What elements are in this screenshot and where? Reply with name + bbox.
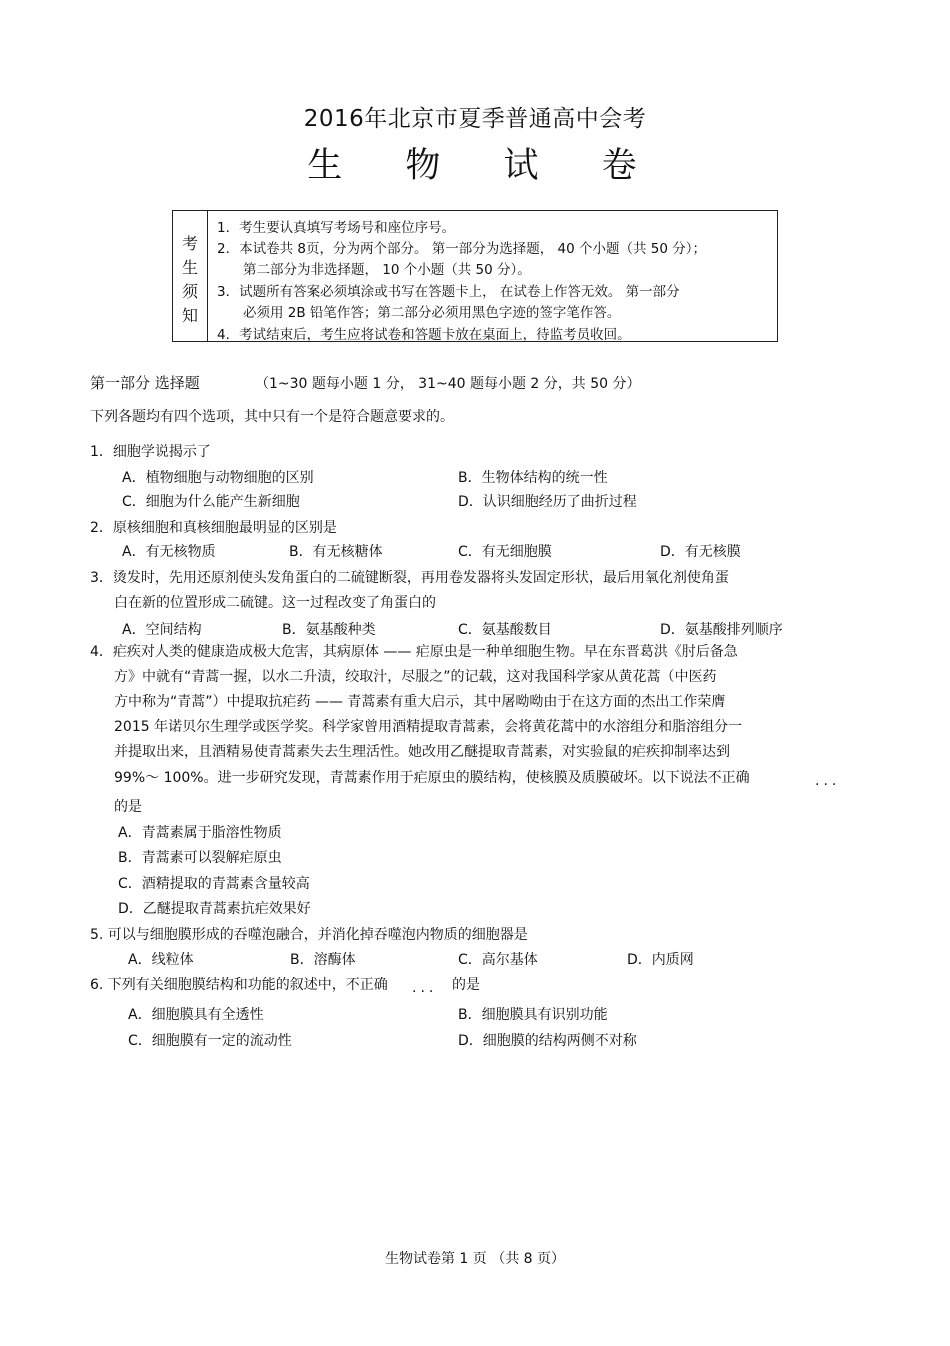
option-b: B．生物体结构的统一性 [458,470,608,486]
notice-line: 第二部分为非选择题， 10 个小题（共 50 分）。 [243,262,531,278]
notice-label-char: 生 [181,258,198,277]
option-d: D．乙醚提取青蒿素抗疟效果好 [118,901,311,917]
notice-label-char: 须 [181,282,198,301]
option-c: C．酒精提取的青蒿素含量较高 [118,876,310,892]
option-c: C．有无细胞膜 [458,544,552,560]
emphasis-dots: ... [815,773,841,789]
notice-line: 必须用 2B 铅笔作答；第二部分必须用黑色字迹的签字笔作答。 [243,305,621,321]
question-stem: 6. 下列有关细胞膜结构和功能的叙述中，不正确 [90,977,388,993]
exam-title: 2016年北京市夏季普通高中会考 [303,106,647,132]
exam-subject-title: 生 物 试 卷 [307,146,663,186]
option-c: C．高尔基体 [458,952,538,968]
emphasis-dots: ... [412,980,438,996]
question-stem-continued: 方中称为“青蒿”）中提取抗疟药 —— 青蒿素有重大启示，其中屠呦呦由于在这方面的杰出工作荣膺 [114,694,726,710]
option-c: C．细胞膜有一定的流动性 [128,1033,292,1049]
option-b: B．有无核糖体 [289,544,383,560]
option-d: D．细胞膜的结构两侧不对称 [458,1033,637,1049]
question-stem: 4．疟疾对人类的健康造成极大危害，其病原体 —— 疟原虫是一种单细胞生物。早在东晋葛洪《肘后备急 [90,644,738,660]
option-b: B．溶酶体 [290,952,356,968]
option-a: A．青蒿素属于脂溶性物质 [118,825,282,841]
question-stem: 5. 可以与细胞膜形成的吞噬泡融合，并消化掉吞噬泡内物质的细胞器是 [90,927,528,943]
notice-line: 1．考生要认真填写考场号和座位序号。 [217,220,456,236]
option-b: B．青蒿素可以裂解疟原虫 [118,850,282,866]
question-stem-continued: 2015 年诺贝尔生理学或医学奖。科学家曾用酒精提取青蒿素，会将黄花蒿中的水溶组分和脂溶组分一 [114,719,743,735]
question-stem-continued: 并提取出来，且酒精易使青蒿素失去生理活性。她改用乙醚提取青蒿素，对实验鼠的疟疾抑制率达到 [114,744,730,760]
option-b: B．氨基酸种类 [282,622,376,638]
notice-line: 3．试题所有答案必须填涂或书写在答题卡上， 在试卷上作答无效。 第一部分 [217,284,680,300]
question-stem: 2．原核细胞和真核细胞最明显的区别是 [90,520,337,536]
notice-label [173,211,208,341]
notice-label-char: 考 [181,234,198,253]
question-stem: 1．细胞学说揭示了 [90,444,211,460]
option-a: A．细胞膜具有全透性 [128,1007,264,1023]
question-stem-continued: 白在新的位置形成二硫键。这一过程改变了角蛋白的 [114,595,436,611]
option-d: D．氨基酸排列顺序 [660,622,783,638]
option-a: A．植物细胞与动物细胞的区别 [122,470,314,486]
option-d: D．认识细胞经历了曲折过程 [458,494,637,510]
option-d: D．内质网 [627,952,694,968]
notice-label-char: 知 [181,306,198,325]
option-a: A．有无核物质 [122,544,216,560]
section-title: 第一部分 选择题 [90,374,200,392]
page-footer: 生物试卷第 1 页 （共 8 页） [384,1251,566,1267]
option-d: D．有无核膜 [660,544,741,560]
option-c: C．氨基酸数目 [458,622,552,638]
question-stem-continued: 方》中就有“青蒿一握，以水二升渍，绞取汁，尽服之”的记载，这对我国科学家从黄花蒿（中医药 [114,669,717,685]
section-instruction: 下列各题均有四个选项，其中只有一个是符合题意要求的。 [90,409,454,425]
option-c: C．细胞为什么能产生新细胞 [122,494,300,510]
question-stem-suffix: 的是 [452,977,480,993]
question-stem: 3．烫发时，先用还原剂使头发角蛋白的二硫键断裂，再用卷发器将头发固定形状，最后用氧化剂使角蛋 [90,570,729,586]
option-a: A．线粒体 [128,952,194,968]
section-scoring-note: （1~30 题每小题 1 分， 31~40 题每小题 2 分，共 50 分） [255,376,641,392]
question-stem-continued: 的是 [114,799,142,815]
option-a: A．空间结构 [122,622,202,638]
notice-line: 4．考试结束后，考生应将试卷和答题卡放在桌面上，待监考员收回。 [217,327,631,343]
option-b: B．细胞膜具有识别功能 [458,1007,608,1023]
question-stem-continued: 99%～ 100%。进一步研究发现，青蒿素作用于疟原虫的膜结构，使核膜及质膜破坏。以下说法不正确 [114,770,750,786]
notice-line: 2．本试卷共 8页，分为两个部分。 第一部分为选择题， 40 个小题（共 50 分）； [217,241,707,257]
exam-notice-box [172,210,778,342]
